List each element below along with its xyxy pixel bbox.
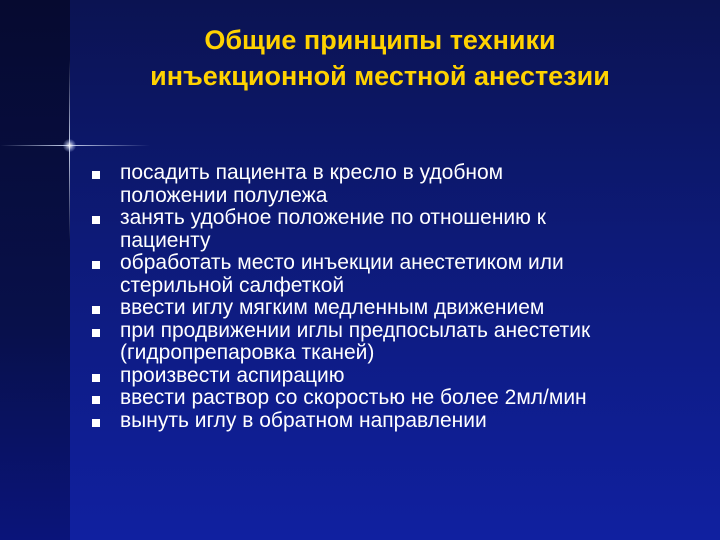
title-line-1: Общие принципы техники (204, 25, 556, 55)
list-item-text: занять удобное положение по отношению к (120, 206, 546, 229)
square-bullet-icon (92, 374, 100, 382)
bullet-list (92, 162, 692, 432)
list-item (92, 207, 692, 252)
list-item-text: при продвижении иглы предпосылать анестетик (120, 318, 591, 342)
square-bullet-icon (92, 329, 100, 337)
square-bullet-icon (92, 171, 100, 179)
square-bullet-icon (92, 261, 100, 269)
list-item-text: произвести аспирацию (120, 363, 345, 387)
list-item (92, 365, 692, 388)
square-bullet-icon (92, 306, 100, 314)
list-item-text: ввести раствор со скоростью не более 2мл/мин (120, 386, 587, 409)
list-item-text: вынуть иглу в обратном направлении (120, 408, 487, 432)
list-item (92, 410, 692, 433)
list-item-text: посадить пациента в кресло в удобном (120, 161, 504, 184)
slide-title (80, 22, 680, 94)
list-item (92, 162, 692, 207)
square-bullet-icon (92, 396, 100, 404)
list-item (92, 320, 692, 365)
list-item-text: пациенту (120, 228, 211, 252)
list-item-text: ввести иглу мягким медленным движением (120, 296, 545, 319)
sparkle-star-icon (63, 139, 76, 152)
list-item-text: (гидропрепаровка тканей) (120, 341, 375, 364)
list-item-text: стерильной салфеткой (120, 273, 345, 297)
square-bullet-icon (92, 419, 100, 427)
list-item (92, 252, 692, 297)
title-line-2: инъекционной местной анестезии (150, 61, 610, 91)
list-item (92, 297, 692, 320)
list-item-text: обработать место инъекции анестетиком или (120, 251, 564, 274)
list-item (92, 387, 692, 410)
square-bullet-icon (92, 216, 100, 224)
list-item-text: положении полулежа (120, 183, 328, 207)
